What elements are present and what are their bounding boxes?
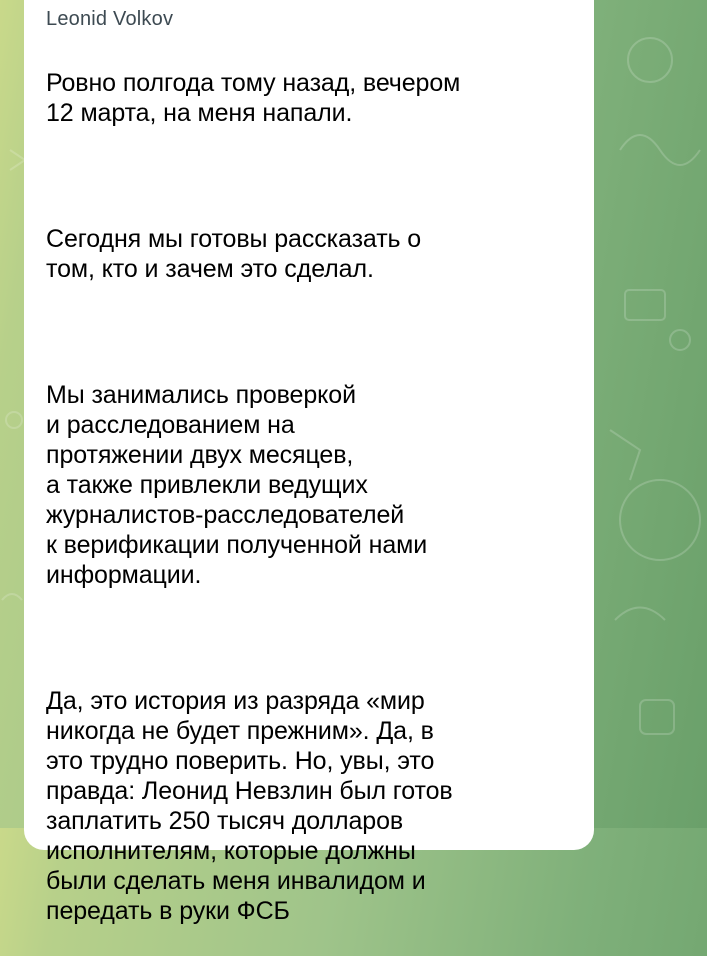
sender-name[interactable]: Leonid Volkov [46, 8, 174, 30]
message-paragraph: Да, это история из разряда «мир никогда не будет прежним». Да, в это трудно поверить. Но, увы, это правда: Леонид Невзлин был готов заплатить 250 тысяч долларов исполнителям, которые должны были сделать меня инвалидом и передать в руки ФСБ [46, 687, 453, 925]
message-paragraph: Ровно полгода тому назад, вечером 12 марта, на меня напали. [46, 69, 461, 127]
message-paragraph: Сегодня мы готовы рассказать о том, кто и зачем это сделал. [46, 225, 422, 283]
message-text [46, 38, 576, 956]
message-bubble[interactable] [24, 0, 594, 925]
message-paragraph: Мы занимались проверкой и расследованием на протяжении двух месяцев, а также привлекли ведущих журналистов-расследователей к верификации полученной нами информации. [46, 381, 428, 589]
